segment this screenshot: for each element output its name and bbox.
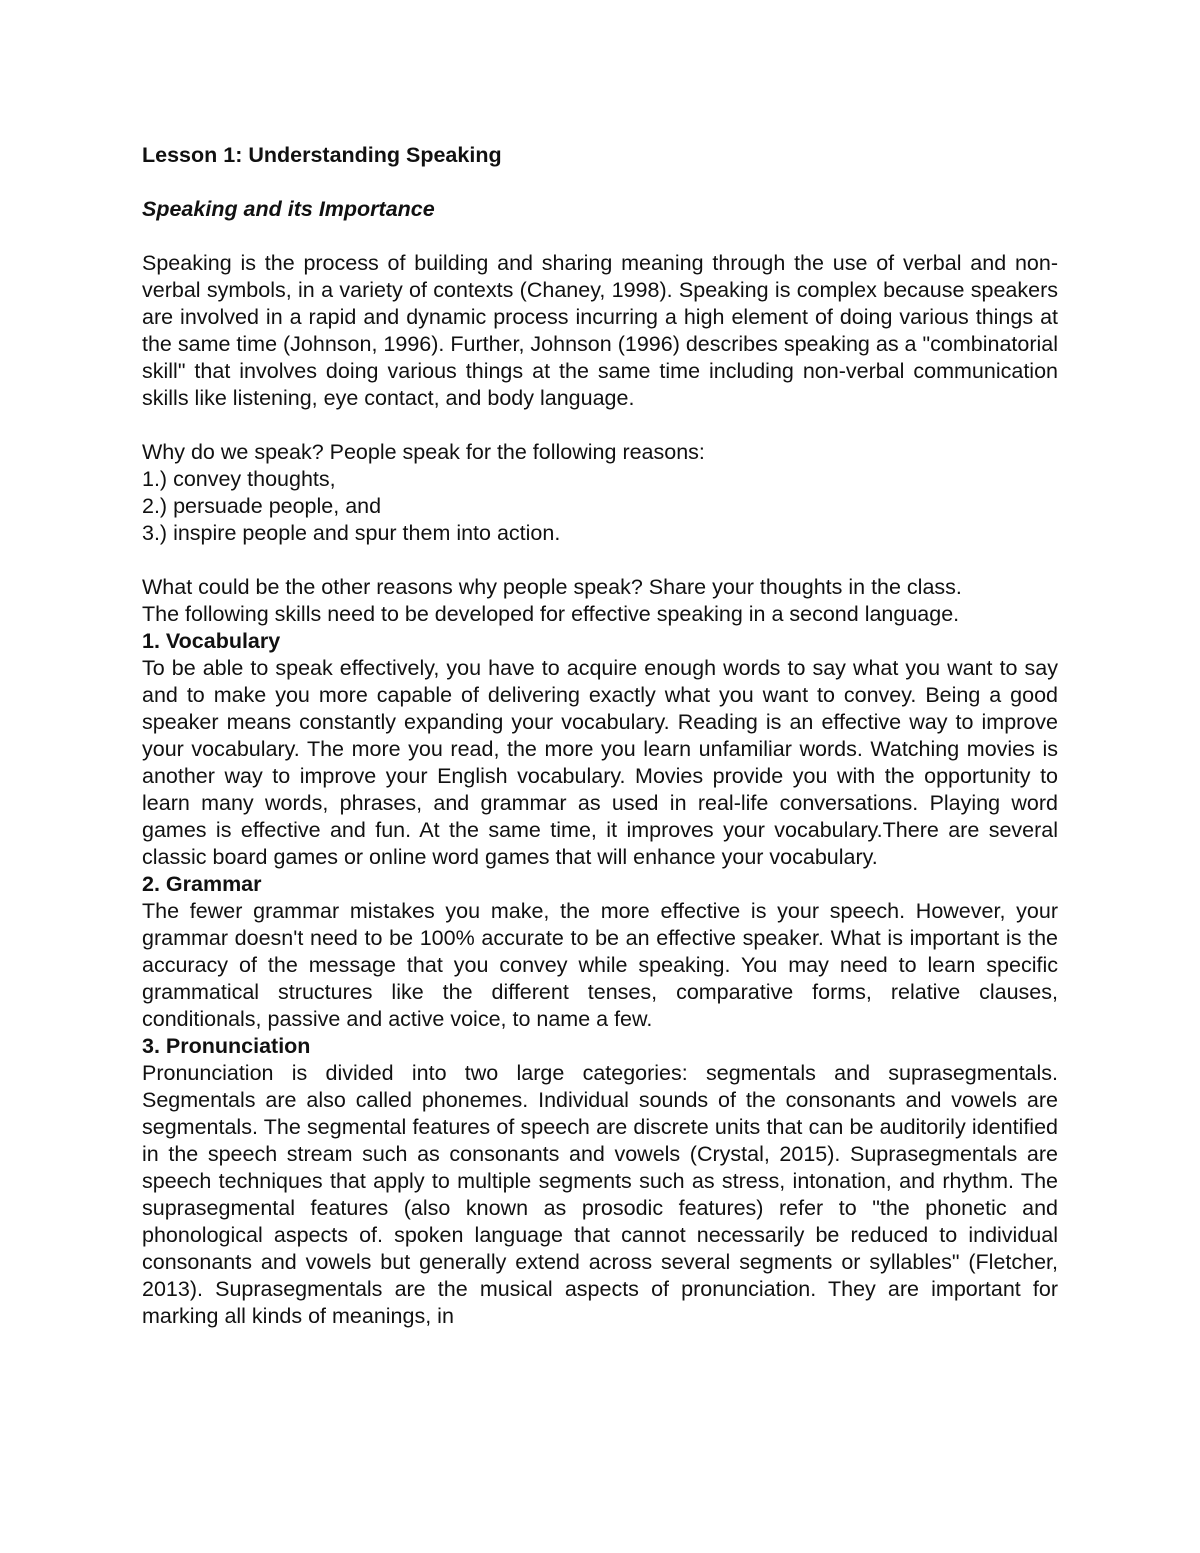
intro-paragraph: Speaking is the process of building and sharing meaning through the use of verbal and non-verbal symbols, in a variety of contexts (Chaney, 1998). Speaking is complex because speakers are involved in a rapid and dynamic process incurring a high element of doing various things at the same time (Johnson, 1996). Further, Johnson (1996) describes speaking as a "combinatorial skill" that involves doing various things at the same time including non-verbal communication skills like listening, eye contact, and body language. xyxy=(142,251,1058,410)
paragraph-gap xyxy=(142,547,1058,574)
skill-text-pronunciation: Pronunciation is divided into two large categories: segmentals and suprasegmentals. Segmentals are also called phonemes. Individual sounds of the consonants and vowels are segmentals. The segmental features of speech are discrete units that can be auditorily identified in the speech stream such as consonants and vowels (Crystal, 2015). Suprasegmentals are speech techniques that apply to multiple segments such as stress, intonation, and rhythm. The suprasegmental features (also known as prosodic features) refer to "the phonetic and phonological aspects of. spoken language that cannot necessarily be reduced to individual consonants and vowels but generally extend across several segments or syllables" (Fletcher, 2013). Suprasegmentals are the musical aspects of pronunciation. They are important for marking all kinds of meanings, in xyxy=(142,1061,1058,1328)
reason-item: 2.) persuade people, and xyxy=(142,494,382,518)
reason-item: 1.) convey thoughts, xyxy=(142,467,336,491)
section-title: Speaking and its Importance xyxy=(142,197,435,221)
paragraph-gap xyxy=(142,412,1058,439)
lesson-title: Lesson 1: Understanding Speaking xyxy=(142,143,502,167)
document-page xyxy=(142,142,1058,1330)
reason-item: 3.) inspire people and spur them into action. xyxy=(142,521,561,545)
other-reasons-prompt: What could be the other reasons why people speak? Share your thoughts in the class. xyxy=(142,575,962,599)
skill-text-vocabulary: To be able to speak effectively, you have to acquire enough words to say what you want to say and to make you more capable of delivering exactly what you want to convey. Being a good speaker means constantly expanding your vocabulary. Reading is an effective way to improve your vocabulary. The more you read, the more you learn unfamiliar words. Watching movies is another way to improve your English vocabulary. Movies provide you with the opportunity to learn many words, phrases, and grammar as used in real-life conversations. Playing word games is effective and fun. At the same time, it improves your vocabulary.There are several classic board games or online word games that will enhance your vocabulary. xyxy=(142,656,1058,869)
skill-heading-pronunciation: 3. Pronunciation xyxy=(142,1034,311,1058)
skill-heading-vocabulary: 1. Vocabulary xyxy=(142,629,281,653)
skills-intro: The following skills need to be developed for effective speaking in a second language. xyxy=(142,602,960,626)
reasons-intro: Why do we speak? People speak for the following reasons: xyxy=(142,440,705,464)
skill-heading-grammar: 2. Grammar xyxy=(142,872,262,896)
skill-text-grammar: The fewer grammar mistakes you make, the more effective is your speech. However, your grammar doesn't need to be 100% accurate to be an effective speaker. What is important is the accuracy of the message that you convey while speaking. You may need to learn specific grammatical structures like the different tenses, comparative forms, relative clauses, conditionals, passive and active voice, to name a few. xyxy=(142,899,1058,1031)
